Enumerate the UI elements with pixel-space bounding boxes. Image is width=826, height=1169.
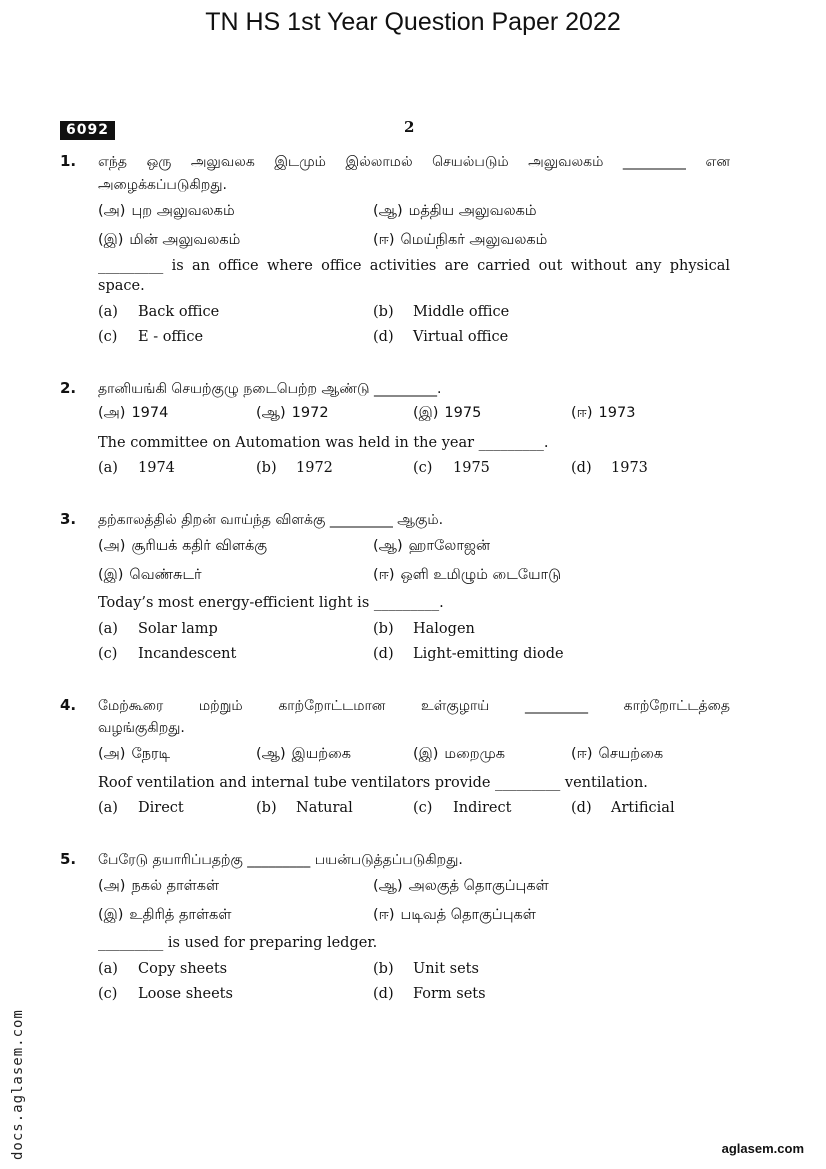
option-text: அலகுத் தொகுப்புகள் [408, 878, 549, 894]
tamil-option-c [413, 403, 481, 423]
tamil-option-b [256, 403, 329, 423]
option-label: (a) [98, 800, 118, 816]
option-label: (c) [98, 329, 118, 345]
english-option-a [98, 619, 218, 639]
english-option-c [98, 984, 233, 1004]
option-label: (அ) [98, 203, 126, 219]
option-label: (d) [373, 329, 394, 345]
option-text: மறைமுக [444, 746, 506, 762]
english-option-a [98, 798, 184, 818]
option-label: (a) [98, 621, 118, 637]
option-label: (c) [98, 646, 118, 662]
option-label: (b) [373, 304, 394, 320]
option-label: (b) [373, 961, 394, 977]
option-label: (ஆ) [256, 746, 286, 762]
option-label: (b) [256, 800, 277, 816]
question-number: 3. [60, 510, 77, 528]
option-text: Incandescent [138, 646, 237, 662]
question-tamil-text-cont: வழங்குகிறது. [98, 720, 185, 736]
option-label: (அ) [98, 746, 126, 762]
option-text: 1972 [291, 405, 329, 421]
option-text: 1974 [138, 460, 175, 476]
option-label: (ஈ) [571, 746, 593, 762]
option-text: Virtual office [413, 329, 509, 345]
option-text: Direct [138, 800, 184, 816]
page-number: 2 [404, 118, 415, 136]
option-label: (இ) [98, 567, 124, 583]
option-label: (d) [571, 800, 592, 816]
paper-code-badge: 6092 [60, 121, 115, 140]
tamil-option-b [373, 536, 490, 556]
english-option-d [373, 644, 564, 664]
tamil-option-d [373, 905, 536, 925]
question-tamil-text: எந்த ஒரு அலுவலக இடமும் இல்லாமல் செயல்படும் அலுவலகம் _________ என [98, 154, 730, 170]
option-text: மெய்நிகர் அலுவலகம் [400, 232, 548, 248]
question-tamil-text: தானியங்கி செயற்குழு நடைபெற்ற ஆண்டு _________. [98, 381, 442, 397]
question-number: 5. [60, 850, 77, 868]
option-label: (a) [98, 304, 118, 320]
option-label: (அ) [98, 878, 126, 894]
option-label: (b) [373, 621, 394, 637]
question-number: 2. [60, 379, 77, 397]
option-label: (ஆ) [373, 538, 403, 554]
english-option-b [373, 959, 479, 979]
english-option-d [373, 327, 508, 347]
option-label: (b) [256, 460, 277, 476]
option-label: (ஆ) [373, 878, 403, 894]
option-text: நேரடி [131, 746, 171, 762]
english-option-d [571, 798, 675, 818]
tamil-option-c [98, 565, 202, 585]
question-english-text: _________ is an office where office activities are carried out without any physical [98, 258, 730, 274]
option-label: (இ) [98, 232, 124, 248]
tamil-option-d [373, 565, 561, 585]
question-english-text: Today’s most energy-efficient light is _________. [98, 595, 444, 611]
option-text: 1972 [296, 460, 333, 476]
tamil-option-a [98, 744, 170, 764]
english-option-b [373, 619, 475, 639]
english-option-d [373, 984, 486, 1004]
option-text: செயற்கை [598, 746, 664, 762]
page-title: TN HS 1st Year Question Paper 2022 [205, 8, 621, 36]
option-text: Light-emitting diode [413, 646, 564, 662]
question-tamil-text: பேரேடு தயாரிப்பதற்கு _________ பயன்படுத்தப்படுகிறது. [98, 852, 463, 868]
tamil-option-a [98, 536, 267, 556]
option-text: 1975 [453, 460, 490, 476]
option-text: Artificial [611, 800, 675, 816]
option-text: Natural [296, 800, 353, 816]
side-watermark: docs.aglasem.com [10, 1009, 26, 1160]
option-text: 1973 [598, 405, 636, 421]
option-text: நகல் தாள்கள் [131, 878, 220, 894]
option-text: Unit sets [413, 961, 479, 977]
tamil-option-b [373, 201, 537, 221]
option-label: (ஆ) [373, 203, 403, 219]
question-tamil-text: தற்காலத்தில் திறன் வாய்ந்த விளக்கு _________ ஆகும். [98, 512, 444, 528]
option-text: Back office [138, 304, 220, 320]
tamil-option-a [98, 403, 168, 423]
option-label: (இ) [413, 405, 439, 421]
option-label: (d) [571, 460, 592, 476]
question-tamil-text: மேற்கூரை மற்றும் காற்றோட்டமான உள்குழாய் _________ காற்றோட்டத்தை [98, 698, 730, 714]
tamil-option-c [98, 230, 240, 250]
question-english-text: _________ is used for preparing ledger. [98, 935, 378, 951]
option-label: (இ) [98, 907, 124, 923]
tamil-option-a [98, 201, 235, 221]
option-text: மின் அலுவலகம் [129, 232, 241, 248]
option-text: சூரியக் கதிர் விளக்கு [131, 538, 268, 554]
option-text: ஹாலோஜன் [408, 538, 491, 554]
option-label: (அ) [98, 405, 126, 421]
question-number: 4. [60, 696, 77, 714]
option-text: Middle office [413, 304, 510, 320]
option-label: (ஈ) [373, 907, 395, 923]
tamil-option-c [413, 744, 505, 764]
question-number: 1. [60, 152, 77, 170]
option-text: 1973 [611, 460, 648, 476]
option-text: Form sets [413, 986, 486, 1002]
option-label: (d) [373, 986, 394, 1002]
option-text: படிவத் தொகுப்புகள் [400, 907, 536, 923]
tamil-option-c [98, 905, 231, 925]
option-label: (ஈ) [571, 405, 593, 421]
option-label: (இ) [413, 746, 439, 762]
english-option-b [256, 798, 353, 818]
option-text: Copy sheets [138, 961, 228, 977]
question-english-text-cont: space. [98, 278, 145, 294]
tamil-option-d [571, 744, 663, 764]
option-label: (ஈ) [373, 567, 395, 583]
option-label: (c) [413, 800, 433, 816]
question-english-text: Roof ventilation and internal tube ventilators provide _________ ventilation. [98, 775, 648, 791]
option-text: மத்திய அலுவலகம் [408, 203, 537, 219]
option-text: E - office [138, 329, 204, 345]
option-label: (a) [98, 460, 118, 476]
tamil-option-d [373, 230, 547, 250]
option-label: (c) [98, 986, 118, 1002]
option-text: புற அலுவலகம் [131, 203, 235, 219]
english-option-a [98, 302, 219, 322]
option-label: (ஈ) [373, 232, 395, 248]
tamil-option-d [571, 403, 635, 423]
tamil-option-b [373, 876, 549, 896]
option-text: வெண்சுடர் [129, 567, 202, 583]
option-text: Loose sheets [138, 986, 233, 1002]
option-text: உதிரித் தாள்கள் [129, 907, 232, 923]
english-option-c [98, 644, 236, 664]
tamil-option-a [98, 876, 219, 896]
english-option-b [373, 302, 509, 322]
option-label: (a) [98, 961, 118, 977]
option-label: (d) [373, 646, 394, 662]
tamil-option-b [256, 744, 351, 764]
option-text: இயற்கை [291, 746, 352, 762]
english-option-a [98, 458, 175, 478]
english-option-d [571, 458, 648, 478]
option-label: (c) [413, 460, 433, 476]
option-text: ஒளி உமிழும் டையோடு [400, 567, 562, 583]
english-option-c [413, 458, 490, 478]
english-option-a [98, 959, 227, 979]
english-option-b [256, 458, 333, 478]
question-english-text: The committee on Automation was held in the year _________. [98, 435, 549, 451]
footer-site-link[interactable]: aglasem.com [721, 1141, 804, 1156]
option-text: Indirect [453, 800, 512, 816]
english-option-c [98, 327, 203, 347]
option-text: Solar lamp [138, 621, 218, 637]
option-label: (அ) [98, 538, 126, 554]
option-text: 1975 [444, 405, 482, 421]
option-text: Halogen [413, 621, 475, 637]
option-text: 1974 [131, 405, 169, 421]
question-tamil-text-cont: அழைக்கப்படுகிறது. [98, 177, 227, 193]
english-option-c [413, 798, 511, 818]
option-label: (ஆ) [256, 405, 286, 421]
